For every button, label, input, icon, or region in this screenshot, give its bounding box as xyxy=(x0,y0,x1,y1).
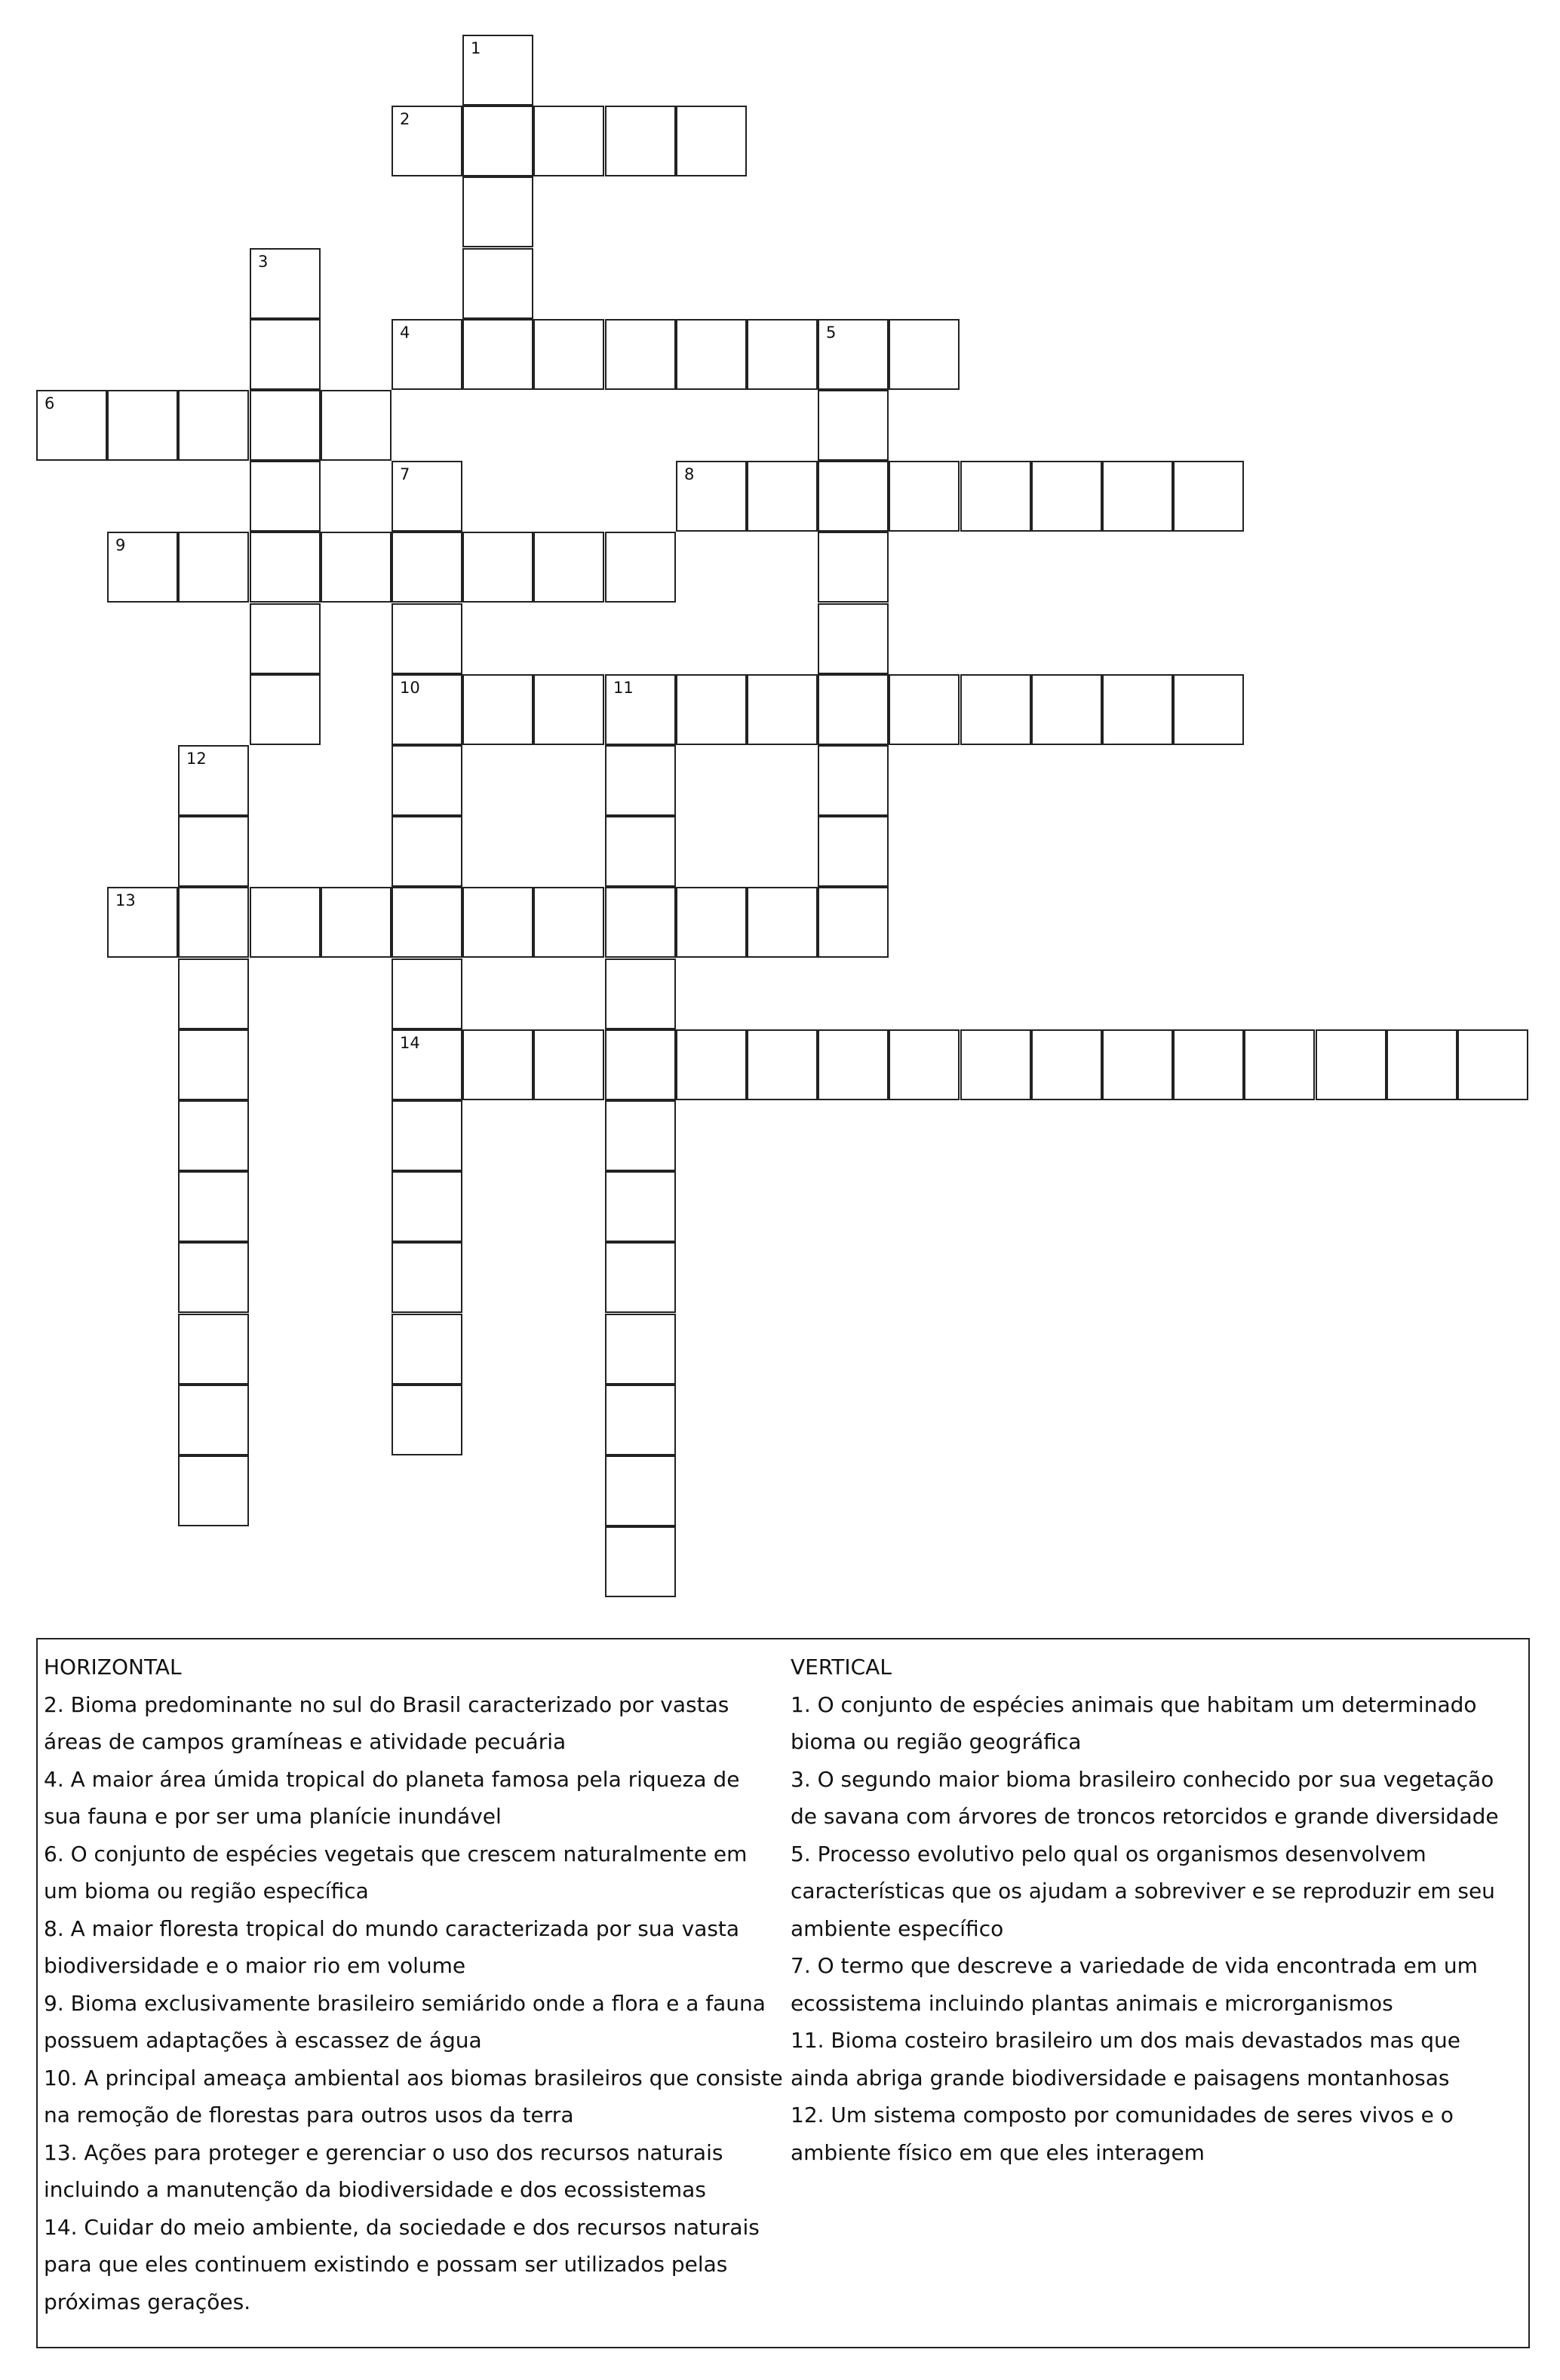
crossword-cell[interactable] xyxy=(605,745,676,816)
vertical-clue-11: 11. Bioma costeiro brasileiro um dos mais devastados mas que ainda abriga grande biodiversidade e paisagens montanhosas xyxy=(791,2028,1460,2090)
crossword-cell[interactable] xyxy=(533,887,604,958)
horizontal-clue-13: 13. Ações para proteger e gerenciar o uso dos recursos naturais incluindo a manutenção da biodiversidade e dos ecossistemas xyxy=(44,2139,723,2202)
horizontal-clue-2: 2. Bioma predominante no sul do Brasil caracterizado por vastas áreas de campos gramíneas e atividade pecuária xyxy=(44,1691,729,1754)
crossword-cell[interactable] xyxy=(818,887,889,958)
crossword-cell[interactable] xyxy=(1173,1029,1244,1100)
crossword-cell[interactable] xyxy=(747,461,818,532)
crossword-cell[interactable] xyxy=(747,887,818,958)
crossword-cell[interactable] xyxy=(605,1385,676,1455)
crossword-cell[interactable] xyxy=(818,319,889,390)
vertical-clue-7: 7. O termo que descreve a variedade de vida encontrada em um ecossistema incluindo plantas animais e microrganismos xyxy=(791,1953,1478,2016)
crossword-cell[interactable] xyxy=(392,1100,462,1171)
crossword-cell[interactable] xyxy=(1031,1029,1102,1100)
crossword-cell[interactable] xyxy=(1457,1029,1528,1100)
crossword-cell[interactable] xyxy=(107,390,178,461)
horizontal-clue-9: 9. Bioma exclusivamente brasileiro semiárido onde a flora e a fauna possuem adaptações à escassez de água xyxy=(44,1990,766,2053)
crossword-cell[interactable] xyxy=(889,461,960,532)
crossword-cell[interactable] xyxy=(178,1242,249,1313)
clue-number: 2 xyxy=(400,110,410,128)
crossword-cell[interactable] xyxy=(818,745,889,816)
horizontal-title: HORIZONTAL xyxy=(44,1655,182,1679)
crossword-cell[interactable] xyxy=(178,745,249,816)
clue-number: 9 xyxy=(115,536,126,554)
crossword-cell[interactable] xyxy=(178,532,249,603)
crossword-cell[interactable] xyxy=(1031,461,1102,532)
crossword-cell[interactable] xyxy=(392,461,462,532)
crossword-cell[interactable] xyxy=(178,887,249,958)
crossword-cell[interactable] xyxy=(1102,461,1173,532)
crossword-cell[interactable] xyxy=(178,816,249,887)
crossword-cell[interactable] xyxy=(605,1526,676,1597)
crossword-cell[interactable] xyxy=(605,1314,676,1385)
crossword-cell[interactable] xyxy=(747,1029,818,1100)
vertical-clues xyxy=(791,1649,1522,2171)
crossword-cell[interactable] xyxy=(889,1029,960,1100)
crossword-cell[interactable] xyxy=(605,887,676,958)
vertical-title: VERTICAL xyxy=(791,1655,892,1679)
crossword-cell[interactable] xyxy=(178,1029,249,1100)
crossword-cell[interactable] xyxy=(960,1029,1031,1100)
clue-number: 12 xyxy=(186,750,207,768)
crossword-cell[interactable] xyxy=(392,1314,462,1385)
crossword-cell[interactable] xyxy=(462,35,533,106)
crossword-cell[interactable] xyxy=(605,1100,676,1171)
horizontal-clue-6: 6. O conjunto de espécies vegetais que crescem naturalmente em um bioma ou região específica xyxy=(44,1841,748,1903)
crossword-cell[interactable] xyxy=(392,958,462,1029)
crossword-cell[interactable] xyxy=(818,603,889,674)
crossword-cell[interactable] xyxy=(676,674,747,745)
crossword-cell[interactable] xyxy=(392,887,462,958)
horizontal-clue-10: 10. A principal ameaça ambiental aos biomas brasileiros que consiste na remoção de florestas para outros usos da terra xyxy=(44,2065,783,2127)
crossword-cell[interactable] xyxy=(107,532,178,603)
crossword-cell[interactable] xyxy=(605,816,676,887)
vertical-clue-3: 3. O segundo maior bioma brasileiro conhecido por sua vegetação de savana com árvores de troncos retorcidos e grande diversidade xyxy=(791,1766,1499,1829)
crossword-cell[interactable] xyxy=(1031,674,1102,745)
crossword-cell[interactable] xyxy=(1316,1029,1386,1100)
crossword-cell[interactable] xyxy=(178,1314,249,1385)
crossword-cell[interactable] xyxy=(1386,1029,1457,1100)
crossword-cell[interactable] xyxy=(1173,461,1244,532)
crossword-cell[interactable] xyxy=(605,532,676,603)
horizontal-clue-4: 4. A maior área úmida tropical do planeta famosa pela riqueza de sua fauna e por ser uma planície inundável xyxy=(44,1766,740,1829)
crossword-cell[interactable] xyxy=(889,674,960,745)
crossword-cell[interactable] xyxy=(747,674,818,745)
crossword-cell[interactable] xyxy=(605,1455,676,1526)
crossword-cell[interactable] xyxy=(392,1029,462,1100)
crossword-cell[interactable] xyxy=(818,390,889,461)
crossword-cell[interactable] xyxy=(321,887,392,958)
horizontal-clue-14: 14. Cuidar do meio ambiente, da sociedade e dos recursos naturais para que eles continuem existindo e possam ser utilizados pelas próximas gerações. xyxy=(44,2214,760,2314)
clue-number: 11 xyxy=(613,679,634,697)
crossword-cell[interactable] xyxy=(392,816,462,887)
crossword-cell[interactable] xyxy=(605,1171,676,1242)
crossword-cell[interactable] xyxy=(462,248,533,319)
clue-number: 14 xyxy=(400,1034,420,1052)
crossword-cell[interactable] xyxy=(178,1100,249,1171)
crossword-cell[interactable] xyxy=(392,532,462,603)
crossword-cell[interactable] xyxy=(533,532,604,603)
vertical-clue-1: 1. O conjunto de espécies animais que habitam um determinado bioma ou região geográfica xyxy=(791,1691,1477,1754)
crossword-cell[interactable] xyxy=(605,958,676,1029)
crossword-cell[interactable] xyxy=(250,603,321,674)
crossword-cell[interactable] xyxy=(1102,674,1173,745)
crossword-cell[interactable] xyxy=(605,1242,676,1313)
crossword-cell[interactable] xyxy=(818,1029,889,1100)
crossword-cell[interactable] xyxy=(462,106,533,176)
crossword-cell[interactable] xyxy=(533,674,604,745)
crossword-cell[interactable] xyxy=(605,319,676,390)
crossword-cell[interactable] xyxy=(818,461,889,532)
crossword-cell[interactable] xyxy=(250,532,321,603)
crossword-cell[interactable] xyxy=(250,319,321,390)
clue-number: 5 xyxy=(826,324,837,342)
crossword-cell[interactable] xyxy=(605,1029,676,1100)
clue-number: 4 xyxy=(400,324,410,342)
crossword-cell[interactable] xyxy=(36,390,107,461)
crossword-cell[interactable] xyxy=(392,319,462,390)
crossword-cell[interactable] xyxy=(250,248,321,319)
clue-number: 7 xyxy=(400,465,410,483)
crossword-cell[interactable] xyxy=(462,1029,533,1100)
crossword-cell[interactable] xyxy=(818,816,889,887)
crossword-cell[interactable] xyxy=(462,532,533,603)
clue-number: 6 xyxy=(45,394,55,413)
crossword-cell[interactable] xyxy=(960,674,1031,745)
horizontal-clues xyxy=(44,1649,783,2320)
clue-number: 10 xyxy=(400,679,420,697)
crossword-cell[interactable] xyxy=(960,461,1031,532)
crossword-cell[interactable] xyxy=(250,390,321,461)
crossword-cell[interactable] xyxy=(392,674,462,745)
crossword-cell[interactable] xyxy=(178,390,249,461)
crossword-cell[interactable] xyxy=(462,319,533,390)
crossword-cell[interactable] xyxy=(676,461,747,532)
crossword-cell[interactable] xyxy=(1244,1029,1315,1100)
crossword-cell[interactable] xyxy=(676,887,747,958)
crossword-cell[interactable] xyxy=(178,958,249,1029)
crossword-cell[interactable] xyxy=(392,1171,462,1242)
clues-box xyxy=(36,1638,1530,2348)
crossword-cell[interactable] xyxy=(605,106,676,176)
crossword-cell[interactable] xyxy=(676,319,747,390)
crossword-cell[interactable] xyxy=(321,390,392,461)
clue-number: 13 xyxy=(115,891,136,909)
crossword-cell[interactable] xyxy=(1102,1029,1173,1100)
crossword-cell[interactable] xyxy=(818,674,889,745)
crossword-cell[interactable] xyxy=(321,532,392,603)
clue-number: 8 xyxy=(684,465,695,483)
crossword-cell[interactable] xyxy=(107,887,178,958)
vertical-clue-12: 12. Um sistema composto por comunidades de seres vivos e o ambiente físico em que eles interagem xyxy=(791,2102,1454,2165)
horizontal-clue-8: 8. A maior floresta tropical do mundo caracterizada por sua vasta biodiversidade e o maior rio em volume xyxy=(44,1915,740,1978)
crossword-cell[interactable] xyxy=(533,1029,604,1100)
crossword-cell[interactable] xyxy=(605,674,676,745)
crossword-cell[interactable] xyxy=(818,532,889,603)
crossword-cell[interactable] xyxy=(392,1385,462,1455)
crossword-cell[interactable] xyxy=(1173,674,1244,745)
crossword-cell[interactable] xyxy=(533,319,604,390)
crossword-cell[interactable] xyxy=(676,1029,747,1100)
crossword-cell[interactable] xyxy=(533,106,604,176)
crossword-cell[interactable] xyxy=(392,106,462,176)
crossword-cell[interactable] xyxy=(178,1385,249,1455)
crossword-cell[interactable] xyxy=(392,1242,462,1313)
clue-number: 3 xyxy=(258,253,269,271)
crossword-cell[interactable] xyxy=(462,674,533,745)
crossword-cell[interactable] xyxy=(462,176,533,247)
crossword-cell[interactable] xyxy=(178,1455,249,1526)
clue-number: 1 xyxy=(471,39,481,57)
crossword-cell[interactable] xyxy=(747,319,818,390)
crossword-cell[interactable] xyxy=(392,603,462,674)
crossword-cell[interactable] xyxy=(392,745,462,816)
crossword-cell[interactable] xyxy=(889,319,960,390)
crossword-cell[interactable] xyxy=(178,1171,249,1242)
crossword-cell[interactable] xyxy=(250,887,321,958)
crossword-cell[interactable] xyxy=(676,106,747,176)
crossword-cell[interactable] xyxy=(250,674,321,745)
crossword-cell[interactable] xyxy=(462,887,533,958)
vertical-clue-5: 5. Processo evolutivo pelo qual os organismos desenvolvem características que os ajudam a sobreviver e se reproduzir em seu ambiente específico xyxy=(791,1841,1495,1941)
crossword-cell[interactable] xyxy=(250,461,321,532)
